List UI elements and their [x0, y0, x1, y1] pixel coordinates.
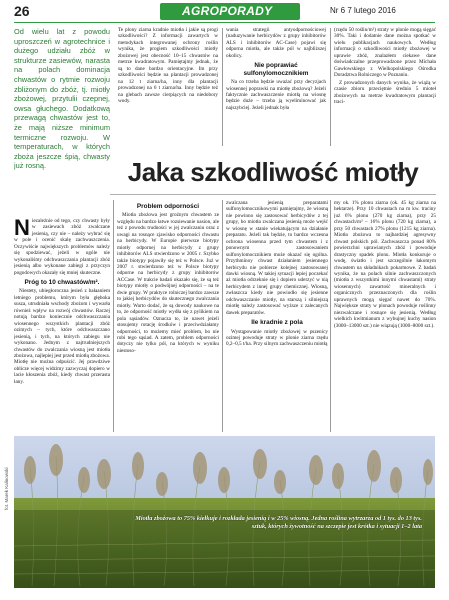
meadow-photo [14, 436, 435, 588]
lead-teaser-text: Od wielu lat z powodu uproszczeń w agrotechnice i dużego udziału zbóż w strukturze zasiewów, narasta na polach dominacja chwastów o rytmie rozwoju zbliżonym do zbóż, tj. miotły zbożowej, przytulii czepnej, owsa głuchego. Dodatkową przewagą chwastów jest to, że mają niższe minimum termiczne rozwoju. W temperaturach, w których zboża jeszcze śpią, chwasty już rosną. [14, 27, 110, 171]
photo-caption: Miotła zbożowa to 75% kiełkuje i rozkłada jesienią i w 25% wiosną. Jedna roślina wytrzarza od 1 tys. do 13 tys. sztuk, których żywotność na szczepie jest krótka i sytuacji 1–2 lata [135, 515, 422, 530]
column-divider [330, 200, 331, 432]
page-header [0, 0, 449, 24]
header-rule [14, 22, 435, 23]
top-column-2 [118, 27, 218, 147]
top-column-3 [226, 27, 326, 147]
headline-rule [110, 194, 436, 195]
mid-heading: Problem odporności [136, 203, 200, 210]
column-divider [330, 28, 331, 146]
column-divider [222, 200, 223, 432]
right-body-top: zwalczana jesienią preparatami sulfonylomocznikowymi pamiętajmy, że wiosną nie powinno się zastosować herbicydów z tej grupy, bo miotła zwalczana jesienią może wejść w wiosnę w stanie wiekatującym na działanie preparatu. Jeżeli tak będzie, to bardzo wczesna ochrona wiosenna przed tym chwastem i z ponownym zastosowaniem sulfonylomocznikiem może okazać się ogólna. Przythminoy chwast działaniem jesiennego herbicydu nie pobierze kolejnej zastosowanej dawki wiosną. W takiej sytuacji lepiej poczekać aż miotła odrzeknie się i dopiero uderzyć w nią herbicydem z innej grupy chemicznej. Wiosną, zwłaszcza kiedy nie powiodło się jesienne odchwaszczanie miotły, na starszą i silniejszą miotłę należy zastosować wyższe z zalecanych dawek preparatów. [226, 200, 328, 316]
top-column-4-text-2: Z prowadzonych danych wynika, że wiążą w czasie zbioru przeciętnie średnio 5 mioteł zbożowych na metrze kwadratowym plantacji traci- [334, 79, 436, 105]
top-column-3-text: wania strategii antyodpornościowej (naduzywanie herbicydów z grupy inhibitorów ALS i inhibitorów AC-Case) pojawi się odporna miotła, ale także pól w najbliższej okolicy. [226, 27, 326, 59]
far-right-column [334, 200, 436, 440]
intro-body-text: Niestety, ubiegłoroczna jesień z bałaaniem letniego problemu, którym była głęboka susza, utrudniała wschody zbożom i wywarła również wpływ na rozwój chwastów. Raczej notują bardzo koniecznie odchwaszczania wiosennego wszystkich plantacji zbóż ozimych – tych, które odchwaszczano jesienią, i tych, na których zabiegu nie wykonano. Jednym z najtrudniejszych chwastów do zwalczania wiosną jest miotła zbożowa, najlepiej jest przed miotłą zbożowa. Miotłę nie można odpuścić. Jej prawdziwe oblicze więcej widzimy zazwyczaj dopiero w lacie kłoszenia zbóż, kiedy chwast przerasta łany. [14, 288, 110, 385]
section-title: AGROPORADY [182, 4, 273, 18]
top-column-4-text-1: (rzędu 50 roślin/m²) straty w plonie mogą sięgać 30%. Taki i dodatnie dane można spotkać w wielu publikacjach naukowych. Według informacji o szkodliwości miotły zbożowej w uprawie zbóż, znalazłem ciekawe dane doświadczalne przeprowadzone przez Michała Gawłowskiego z Wielkopolskiego Ośrodka Doradztwa Rolniczego w Poznaniu. [334, 27, 436, 79]
article-headline: Jaka szkodliwość miotły [127, 157, 419, 187]
intro-heading: Próg to 10 chwastów/m². [24, 279, 100, 287]
top-column-3-text-after: Na co trzeba będzie uważać przy decyzjach wiosennej poprawki na miotłę zbożową? Jeżeli faktycznie zachwaszczenie miotłą na wiosnę będzie duże – trzeba ją wyeliminować jak najszybciej. Jeżeli jednak była [226, 79, 326, 111]
top-column-2-text: Te plony ziarna kradnie miotła i jakie są progi szkodliwości? Z informacji zawartych w metodykach integrowanej ochrony roślin wynika, że progiem szkodliwości miotły zbożowej jest obecność 10–15 chwastów na metrze kwadratowym. Pamiętajmy jednak, że są to dane bardzo orientacyjne. Im przy szkodliwości będzie na plantacji prowadzonej na 12 t ziarna/ha, inny dla plantacji prowadzonej na 6 t ziarna/ha. Inny będzie też na glebach zawsze cierpiących na niedobory wody. [118, 27, 218, 104]
page-number: 26 [14, 3, 30, 19]
mid-column [117, 200, 219, 432]
top-column-3-heading: Nie poprawiać sulfonylomocznikiem [243, 62, 309, 77]
mid-body-text: Miotła zbożowa jest groźnym chwastem ze względu na bardzo łatwe rozsiewanie nasion, ale też z powodu trudności w jej zwalczaniu oraz z uwagi na rosnące zjawisko odporności chwastu na herbicydy. W Europie pierwsze biotypy miotły odpornej na herbicydy z grupy inhibitorów ALS stwierdzono w 2005 r. Szybko także biotypy pojawiły się też w Polsce. Już w 2007 r. stwierdzono też w Polsce biotypy odporne na herbicydy z grupy inhibitorów ACCase. W trakcie badań okazało się, że są też biotypy miotły o podwójnej odporności – na te dwie grupy. W praktyce rolniczej bardzo zawsze to jakiej herbicydów do skutecznego zwalczania miotły. Warto dodać, że są dowody naukowe na to, że odporność miotły wydła się z pylikiem na pola sąsiadów. Oznacza to, że nawet jeżeli stosujemy rotację środków i przeciwdziałamy odporności, to możemy mieć problem, bo nie robi tego sąsiad. A zatem, problem odporności dotyczy nie tylko pól, na których w wyniku niestoso- [117, 212, 219, 354]
top-column-4 [334, 27, 436, 147]
right-heading: Ile kradnie z pola [251, 319, 303, 327]
column-divider [222, 28, 223, 146]
right-body-bottom: Wystąpowanie miotły zbożowej w pszenicy ozimej powoduje straty w plonie ziarna rzędu 0,2–0,5 t/ha. Przy silnym zachwaszczeniu miotłą [226, 328, 328, 348]
drop-cap: N [14, 218, 30, 240]
lead-teaser [14, 27, 110, 213]
intro-lead-text: iezależnie od tego, czy chwasty były w zasiewach zbóż zwalczane jesienią, czy nie – należy wybrać się w pole i ocenić skalę zachwaszczenia. Oczywiście największych problemów należy się spodziewać, jeżeli w ogóle nie wykonaliśmy odchwaszczania plantacji zbóż jesienią albo wykonane zabiegi z przyczyn pogodowych okazały się mniej skuteczne. [14, 218, 110, 276]
photo-credit: fot. Marek Kalinowski [4, 467, 9, 510]
far-right-body: my ok. 1% plonu ziarna (ok. 45 kg ziarna na hektarze). Przy 10 chwastach na m kw. traciny już 6% plonu (270 kg ziarna), przy 25 chwastach/m² – 16% plonu (720 kg ziarna), a przy 50 chwastach 27% plonu (1215 kg ziarna). Miotła zbożowa to najbardziej agresywny chwast polskich pól. Zachwaszcza ponad 80% powierzchni uprawianych zbóż i powoduje drastyczny spadek plonu. Miotła konkuruje o wodę, światło i jest szczególnie łakomym chwastem na składnikach pokarmowe. Z badań wynika, że na polach silnie zachwaszczonych (miotła z wszystkimi innymi chwastami) straty wiosennych) zawartość mineralnych i organicznych przeznaczonych dla roślin uprawnych mogą sięgać nawet do 70%. Największe straty w plonach powoduje roślinny niezwalczane i rosnące się jesienią. Według wielkich kwitmianum z wybujnej kuchy nasion (3000–13000 szt.) nie wiązują (1000–8000 szt.). [334, 200, 436, 329]
issue-info: Nr 6 7 lutego 2016 [330, 6, 396, 15]
right-column [226, 200, 328, 432]
column-divider [113, 200, 114, 432]
